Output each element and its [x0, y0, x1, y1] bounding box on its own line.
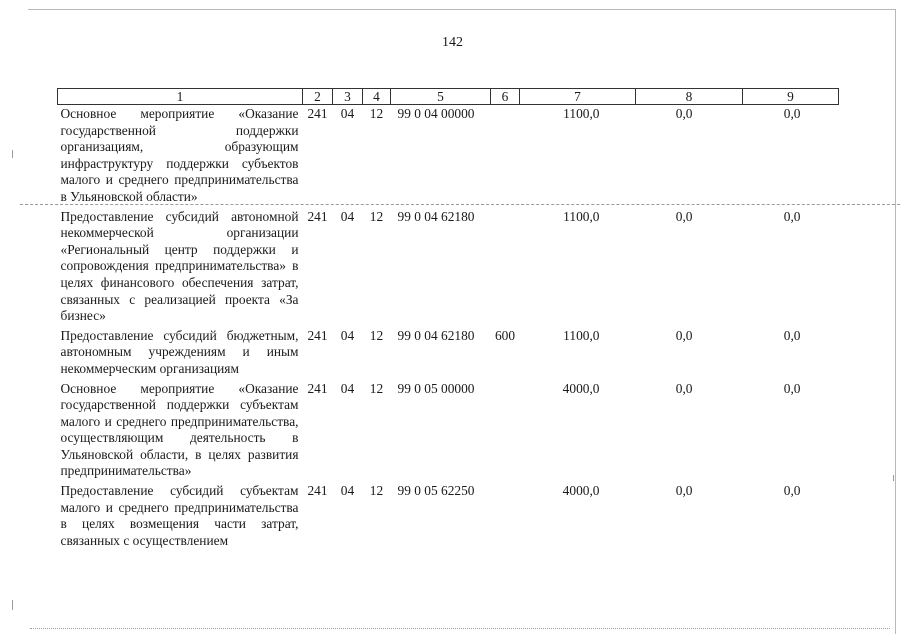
scan-bottom-edge [30, 628, 890, 629]
table-row [58, 327, 839, 380]
scan-separator [20, 204, 900, 205]
cell-amount-year2: 0,0 [675, 380, 693, 396]
cell-amount: 4000,0 [562, 483, 600, 499]
cell-section: 04 [340, 327, 355, 343]
table-row [58, 482, 839, 551]
cell-amount-year2: 0,0 [675, 208, 693, 224]
budget-table [57, 88, 839, 551]
table-row [58, 105, 839, 208]
cell-expense-type [491, 380, 520, 483]
header-row [58, 89, 839, 105]
cell-target-code: 99 0 05 00000 [397, 380, 475, 396]
cell-amount-year3: 0,0 [783, 208, 801, 224]
header-col-3: 3 [333, 89, 363, 105]
header-col-5: 5 [391, 89, 491, 105]
cell-amount-year3: 0,0 [783, 327, 801, 343]
cell-expense-type [491, 208, 520, 327]
cell-amount-year2: 0,0 [675, 483, 693, 499]
cell-expense-type [491, 105, 520, 208]
cell-ministry: 241 [307, 380, 328, 396]
cell-ministry: 241 [307, 327, 328, 343]
cell-subsection: 12 [369, 327, 384, 343]
cell-target-code: 99 0 04 00000 [397, 106, 475, 121]
cell-amount-year2: 0,0 [675, 106, 693, 121]
header-col-2: 2 [303, 89, 333, 105]
page-edge-top [28, 9, 896, 10]
scan-speck [12, 150, 13, 158]
cell-amount: 1100,0 [563, 106, 600, 121]
cell-ministry: 241 [307, 106, 328, 121]
cell-description: Предоставление субсидий автономной некоммерческой организации «Региональный центр поддержки и сопровождения предпринимательства» в целях финансового обеспечения затрат, связанных с реализацией проекта «За бизнес» [60, 208, 299, 324]
page-edge-right [895, 9, 896, 634]
cell-subsection: 12 [369, 380, 384, 396]
header-col-8: 8 [636, 89, 743, 105]
cell-section: 04 [340, 380, 355, 396]
cell-amount: 1100,0 [563, 327, 600, 343]
scan-speck [12, 600, 13, 610]
cell-amount: 1100,0 [563, 208, 600, 224]
table-row [58, 208, 839, 327]
cell-amount-year3: 0,0 [783, 483, 801, 499]
cell-target-code: 99 0 05 62250 [397, 483, 475, 499]
cell-target-code: 99 0 04 62180 [397, 208, 475, 224]
cell-description: Предоставление субсидий субъектам малого и среднего предпринимательства в целях возмещения части затрат, связанных с осуществлением [60, 483, 299, 548]
cell-section: 04 [340, 106, 355, 121]
cell-description: Основное мероприятие «Оказание государственной поддержки субъектам малого и среднего предпринимательства, осуществляющим деятельность в Ульяновской области, в целях развития предпринимательства» [60, 380, 299, 479]
cell-target-code: 99 0 04 62180 [397, 327, 475, 343]
header-col-1: 1 [58, 89, 303, 105]
cell-expense-type: 600 [494, 327, 516, 343]
cell-subsection: 12 [369, 483, 384, 499]
cell-amount-year3: 0,0 [783, 380, 801, 396]
cell-section: 04 [340, 483, 355, 499]
cell-amount-year3: 0,0 [783, 106, 801, 121]
cell-subsection: 12 [369, 106, 384, 121]
header-col-7: 7 [520, 89, 636, 105]
cell-expense-type [491, 482, 520, 551]
cell-subsection: 12 [369, 208, 384, 224]
scan-speck [893, 475, 894, 481]
page-number: 142 [442, 35, 463, 50]
cell-amount: 4000,0 [562, 380, 600, 396]
cell-ministry: 241 [307, 483, 328, 499]
cell-ministry: 241 [307, 208, 328, 224]
header-col-4: 4 [363, 89, 391, 105]
cell-description: Основное мероприятие «Оказание государственной поддержки организациям, образующим инфраструктуру поддержки субъектов малого и среднего предпринимательства в Ульяновской области» [60, 106, 299, 204]
cell-amount-year2: 0,0 [675, 327, 693, 343]
header-col-6: 6 [491, 89, 520, 105]
cell-section: 04 [340, 208, 355, 224]
cell-description: Предоставление субсидий бюджетным, автономным учреждениям и иным некоммерческим организациям [60, 327, 299, 376]
table-row [58, 380, 839, 483]
header-col-9: 9 [743, 89, 839, 105]
